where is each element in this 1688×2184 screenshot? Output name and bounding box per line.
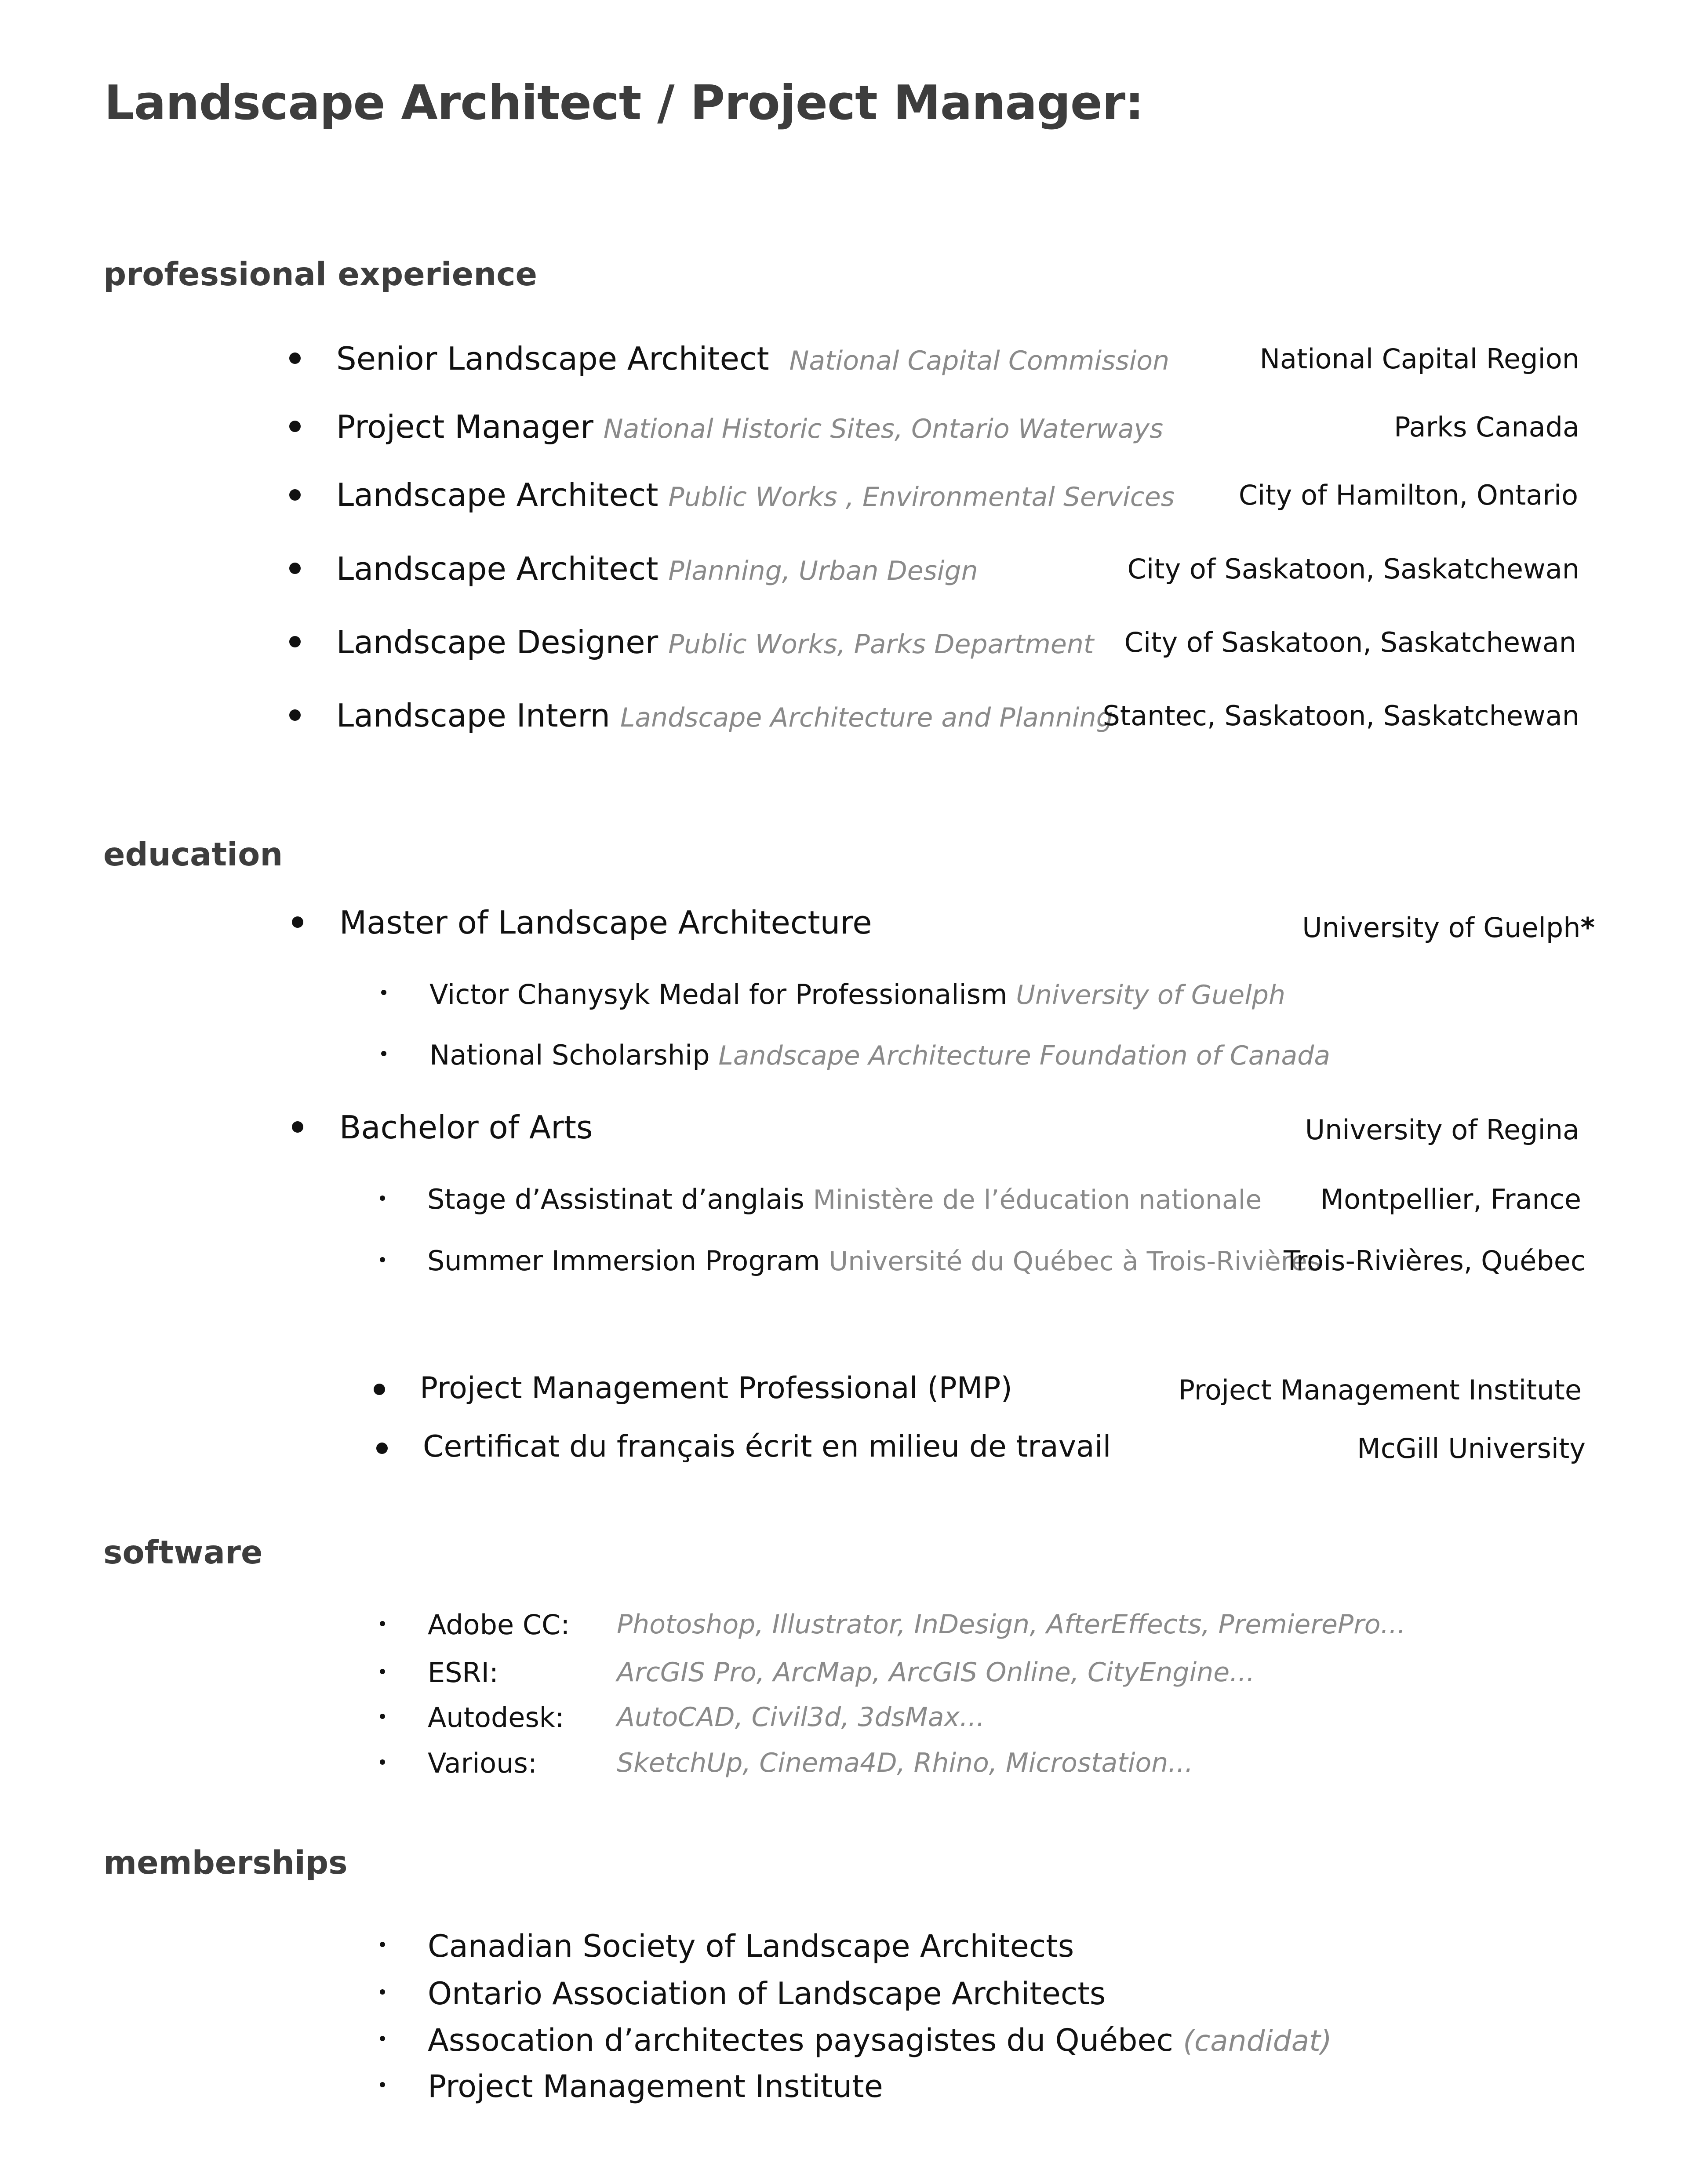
bullet-icon [292, 1121, 303, 1133]
bullet-icon [376, 1443, 388, 1454]
experience-role: Landscape Intern [336, 697, 611, 734]
bullet-icon [380, 1759, 385, 1765]
bullet-icon [380, 2082, 385, 2087]
award-name: Victor Chanysyk Medal for Professionalism [429, 978, 1008, 1010]
bullet-icon [380, 2036, 385, 2041]
bullet-icon [289, 563, 301, 574]
award-name: National Scholarship [429, 1039, 710, 1071]
experience-location: City of Saskatoon, Saskatchewan [1124, 626, 1576, 658]
experience-location: Parks Canada [1394, 411, 1579, 443]
education-degree: Bachelor of Arts [339, 1109, 593, 1146]
section-heading-experience: professional experience [103, 256, 538, 293]
experience-location: Stantec, Saskatoon, Saskatchewan [1102, 700, 1579, 732]
software-label: Autodesk: [428, 1701, 564, 1733]
certification-org: McGill University [1357, 1432, 1586, 1464]
software-label: Adobe CC: [428, 1609, 570, 1641]
experience-role: Project Manager [336, 408, 593, 445]
bullet-icon [381, 990, 386, 995]
section-heading-software: software [103, 1534, 263, 1571]
certification-name: Project Management Professional (PMP) [420, 1371, 1012, 1406]
experience-dept: National Capital Commission [789, 345, 1170, 376]
software-tools: AutoCAD, Civil3d, 3dsMax... [617, 1702, 985, 1733]
software-label: ESRI: [428, 1657, 498, 1689]
page-title: Landscape Architect / Project Manager: [104, 76, 1144, 131]
membership-name: Canadian Society of Landscape Architects [428, 1928, 1074, 1964]
software-label: Various: [428, 1747, 537, 1779]
software-tools: SketchUp, Cinema4D, Rhino, Microstation... [617, 1748, 1193, 1778]
program-name: Summer Immersion Program [427, 1245, 820, 1277]
bullet-icon [380, 1257, 385, 1262]
bullet-icon [381, 1051, 386, 1056]
software-tools: Photoshop, Illustrator, InDesign, AfterEffects, PremierePro... [617, 1609, 1406, 1640]
membership-note: (candidat) [1183, 2024, 1332, 2058]
award-org: Landscape Architecture Foundation of Canada [718, 1040, 1331, 1071]
experience-dept: Landscape Architecture and Planning [620, 702, 1113, 733]
education-degree: Master of Landscape Architecture [339, 904, 872, 941]
program-location: Montpellier, France [1320, 1183, 1581, 1215]
award-org: University of Guelph [1016, 980, 1285, 1010]
program-org: Ministère de l’éducation nationale [813, 1185, 1262, 1215]
bullet-icon [380, 1942, 385, 1947]
experience-location: National Capital Region [1259, 343, 1579, 375]
bullet-icon [380, 1196, 385, 1201]
bullet-icon [289, 421, 301, 432]
footnote-mark: * [1580, 912, 1595, 944]
bullet-icon [380, 1621, 385, 1626]
bullet-icon [289, 709, 301, 721]
experience-dept: Public Works, Parks Department [668, 629, 1094, 660]
bullet-icon [289, 352, 301, 364]
education-school: University of Regina [1305, 1114, 1579, 1146]
bullet-icon [380, 1714, 385, 1719]
experience-role: Landscape Architect [336, 550, 658, 587]
experience-role: Senior Landscape Architect [336, 340, 769, 377]
membership-name: Project Management Institute [428, 2068, 883, 2104]
bullet-icon [380, 1989, 385, 1995]
certification-org: Project Management Institute [1178, 1374, 1582, 1406]
section-heading-education: education [103, 836, 283, 873]
experience-dept: Planning, Urban Design [668, 556, 978, 586]
certification-name: Certificat du français écrit en milieu de travail [423, 1429, 1111, 1464]
bullet-icon [374, 1384, 385, 1395]
membership-name: Ontario Association of Landscape Architects [428, 1976, 1106, 2012]
bullet-icon [289, 489, 301, 501]
program-name: Stage d’Assistinat d’anglais [427, 1183, 804, 1215]
bullet-icon [292, 916, 303, 928]
software-tools: ArcGIS Pro, ArcMap, ArcGIS Online, CityEngine... [617, 1657, 1255, 1688]
experience-dept: National Historic Sites, Ontario Waterways [603, 414, 1164, 444]
program-org: Université du Québec à Trois-Rivières [829, 1246, 1321, 1277]
bullet-icon [289, 636, 301, 647]
program-location: Trois-Rivières, Québec [1284, 1245, 1586, 1277]
section-heading-memberships: memberships [103, 1844, 348, 1882]
bullet-icon [380, 1669, 385, 1674]
experience-role: Landscape Architect [336, 476, 658, 513]
education-school: University of Guelph [1302, 912, 1581, 944]
experience-dept: Public Works , Environmental Services [668, 482, 1175, 512]
experience-location: City of Hamilton, Ontario [1238, 479, 1578, 511]
experience-location: City of Saskatoon, Saskatchewan [1127, 553, 1579, 585]
experience-role: Landscape Designer [336, 624, 658, 661]
membership-name: Assocation d’architectes paysagistes du Québec [428, 2022, 1173, 2058]
